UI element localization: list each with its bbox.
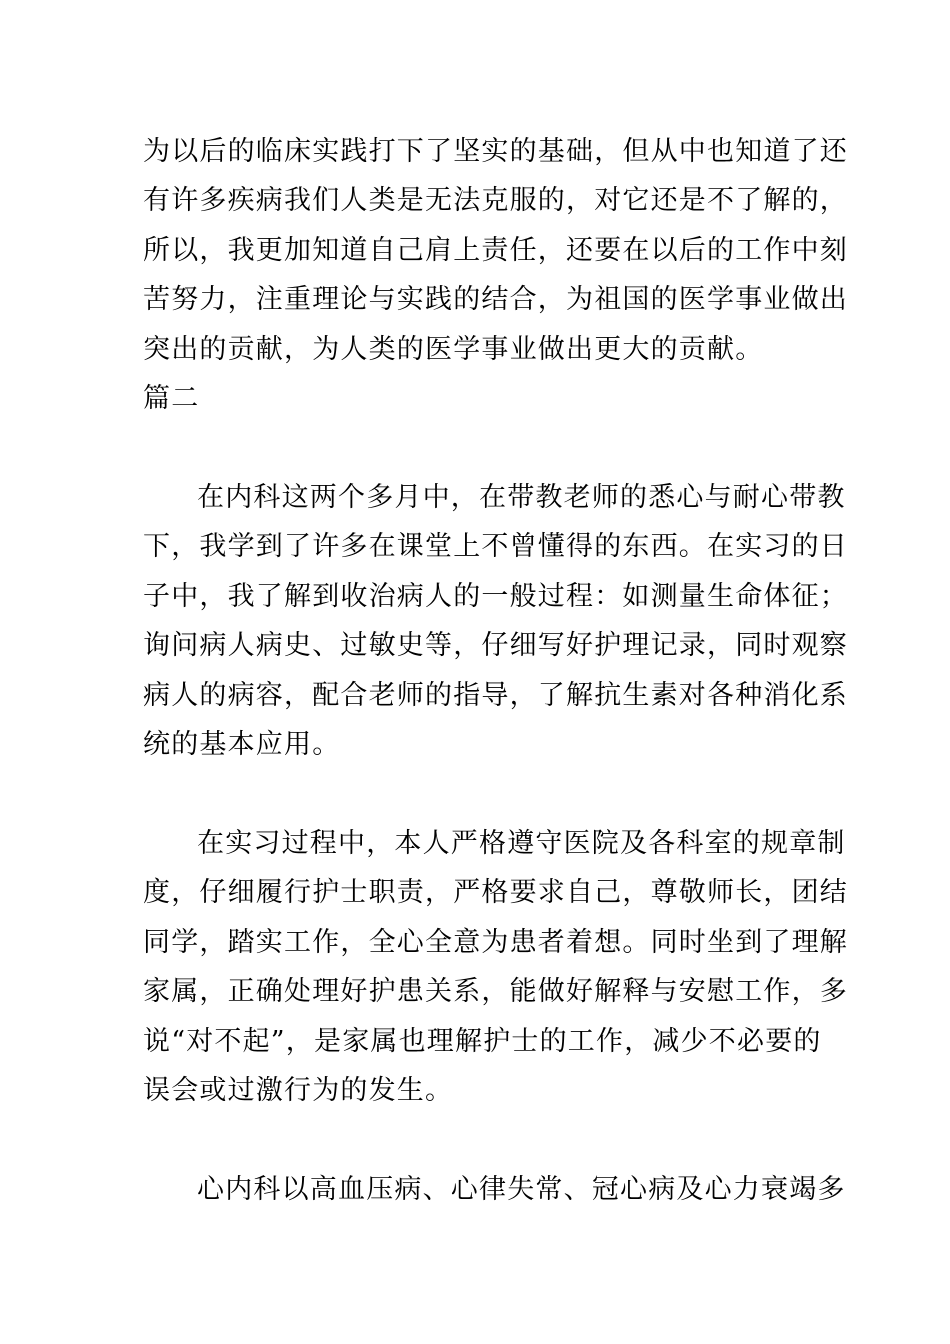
paragraph-first-line: 心内科以高血压病、心律失常、冠心病及心力衰竭多 xyxy=(197,1174,846,1205)
text-line: 统的基本应用。 xyxy=(143,729,341,760)
text-line: 度，仔细履行护士职责，严格要求自己，尊敬师长，团结 xyxy=(143,877,848,908)
text-line: 苦努力，注重理论与实践的结合，为祖国的医学事业做出 xyxy=(143,284,848,315)
text-line: 突出的贡献，为人类的医学事业做出更大的贡献。 xyxy=(143,334,764,365)
section-heading: 篇二 xyxy=(143,383,200,414)
text-line: 说“对不起”，是家属也理解护士的工作，减少不必要的 xyxy=(143,1026,822,1057)
text-line: 所以，我更加知道自己肩上责任，还要在以后的工作中刻 xyxy=(143,235,848,266)
text-line: 家属，正确处理好护患关系，能做好解释与安慰工作，多 xyxy=(143,976,848,1007)
paragraph-first-line: 在内科这两个多月中，在带教老师的悉心与耐心带教 xyxy=(197,482,846,513)
paragraph-first-line: 在实习过程中，本人严格遵守医院及各科室的规章制 xyxy=(197,828,846,859)
text-line: 为以后的临床实践打下了坚实的基础，但从中也知道了还 xyxy=(143,136,848,167)
text-line: 病人的病容，配合老师的指导，了解抗生素对各种消化系 xyxy=(143,680,848,711)
text-line: 误会或过激行为的发生。 xyxy=(143,1075,454,1106)
text-line: 下，我学到了许多在课堂上不曾懂得的东西。在实习的日 xyxy=(143,531,848,562)
text-line: 有许多疾病我们人类是无法克服的，对它还是不了解的， xyxy=(143,185,848,216)
text-line: 同学，踏实工作，全心全意为患者着想。同时坐到了理解 xyxy=(143,927,848,958)
text-line: 子中，我了解到收治病人的一般过程：如测量生命体征； xyxy=(143,581,848,612)
text-line: 询问病人病史、过敏史等，仔细写好护理记录，同时观察 xyxy=(143,630,848,661)
